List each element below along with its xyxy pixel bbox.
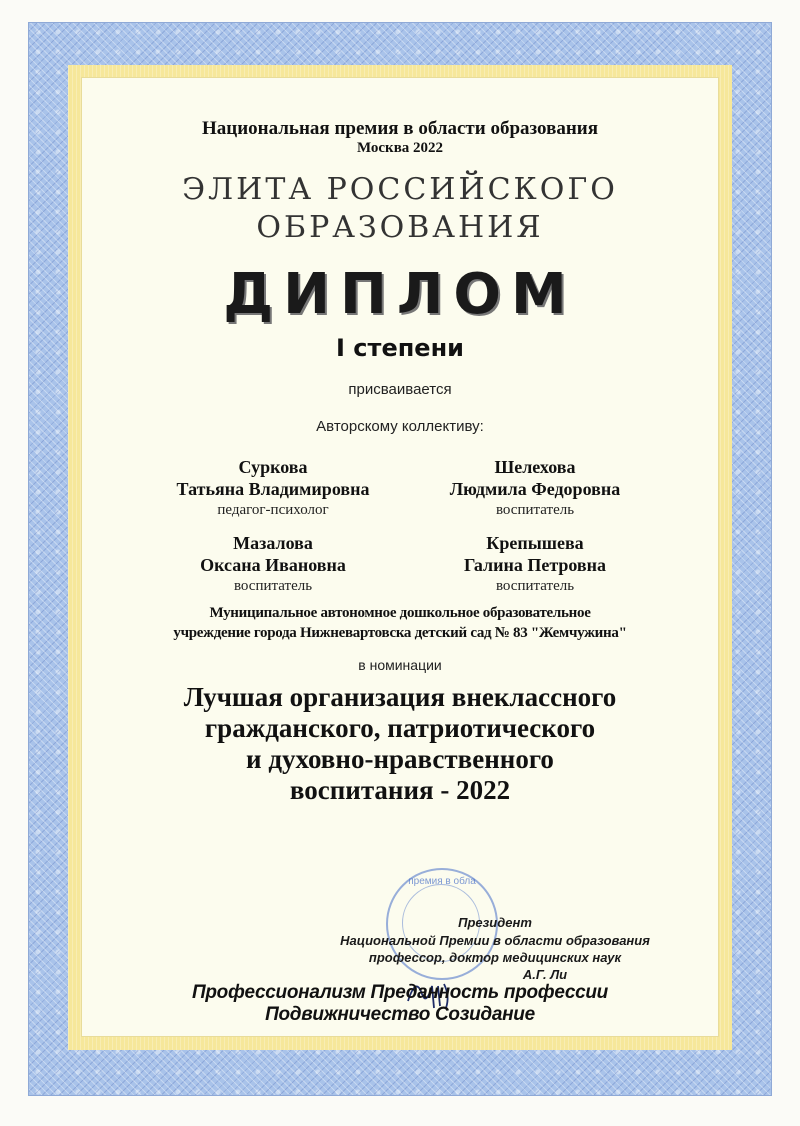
author-surname: Мазалова bbox=[233, 533, 313, 553]
author-role: воспитатель bbox=[495, 502, 575, 518]
nomination-line2: гражданского, патриотического bbox=[204, 713, 596, 743]
author-role: воспитатель bbox=[495, 578, 575, 594]
city-year: Москва 2022 bbox=[356, 140, 444, 156]
author-role: педагог-психолог bbox=[217, 502, 329, 518]
award-title: Национальная премия в области образования bbox=[201, 118, 599, 139]
author-card bbox=[123, 532, 423, 596]
diploma-title: ДИПЛОМ bbox=[223, 262, 577, 327]
stamp-text: премия в обла bbox=[408, 876, 476, 887]
signatory-title-text: Президент bbox=[458, 915, 532, 930]
author-surname: Суркова bbox=[238, 457, 308, 477]
organization bbox=[0, 603, 800, 643]
author-role: воспитатель bbox=[233, 578, 313, 594]
diploma-degree: I степени bbox=[336, 334, 464, 362]
signatory-line1: Национальной Премии в области образования bbox=[340, 933, 650, 948]
elite-heading bbox=[0, 171, 800, 247]
author-card bbox=[123, 456, 423, 520]
nomination-line1: Лучшая организация внеклассного bbox=[183, 682, 617, 712]
author-name: Людмила Федоровна bbox=[449, 479, 621, 499]
nomination-line3: и духовно-нравственного bbox=[246, 744, 554, 774]
author-surname: Шелехова bbox=[494, 457, 576, 477]
recipient-label: Авторскому коллективу: bbox=[316, 418, 484, 435]
motto-line2: Подвижничество Созидание bbox=[265, 1004, 535, 1025]
signatory-title bbox=[330, 914, 660, 931]
organization-line2: учреждение города Нижневартовска детский сад № 83 "Жемчужина" bbox=[173, 625, 627, 641]
nomination-line4: воспитания - 2022 bbox=[289, 775, 511, 805]
signatory-name: А.Г. Ли bbox=[522, 967, 568, 982]
elite-heading-line2: ОБРАЗОВАНИЯ bbox=[256, 210, 544, 245]
assigned-text: присваивается bbox=[348, 381, 452, 398]
nomination-label: в номинации bbox=[358, 657, 442, 673]
author-name: Татьяна Владимировна bbox=[176, 479, 370, 499]
motto-line1: Профессионализм Преданность профессии bbox=[192, 982, 608, 1003]
author-surname: Крепышева bbox=[486, 533, 584, 553]
elite-heading-line1: ЭЛИТА РОССИЙСКОГО bbox=[182, 172, 618, 207]
nomination-title bbox=[0, 682, 800, 806]
organization-line1: Муниципальное автономное дошкольное образовательное bbox=[209, 605, 591, 621]
signatory-line2: профессор, доктор медицинских наук bbox=[368, 950, 622, 965]
author-card bbox=[385, 456, 685, 520]
author-name: Галина Петровна bbox=[463, 555, 607, 575]
author-name: Оксана Ивановна bbox=[200, 555, 346, 575]
author-card bbox=[385, 532, 685, 596]
